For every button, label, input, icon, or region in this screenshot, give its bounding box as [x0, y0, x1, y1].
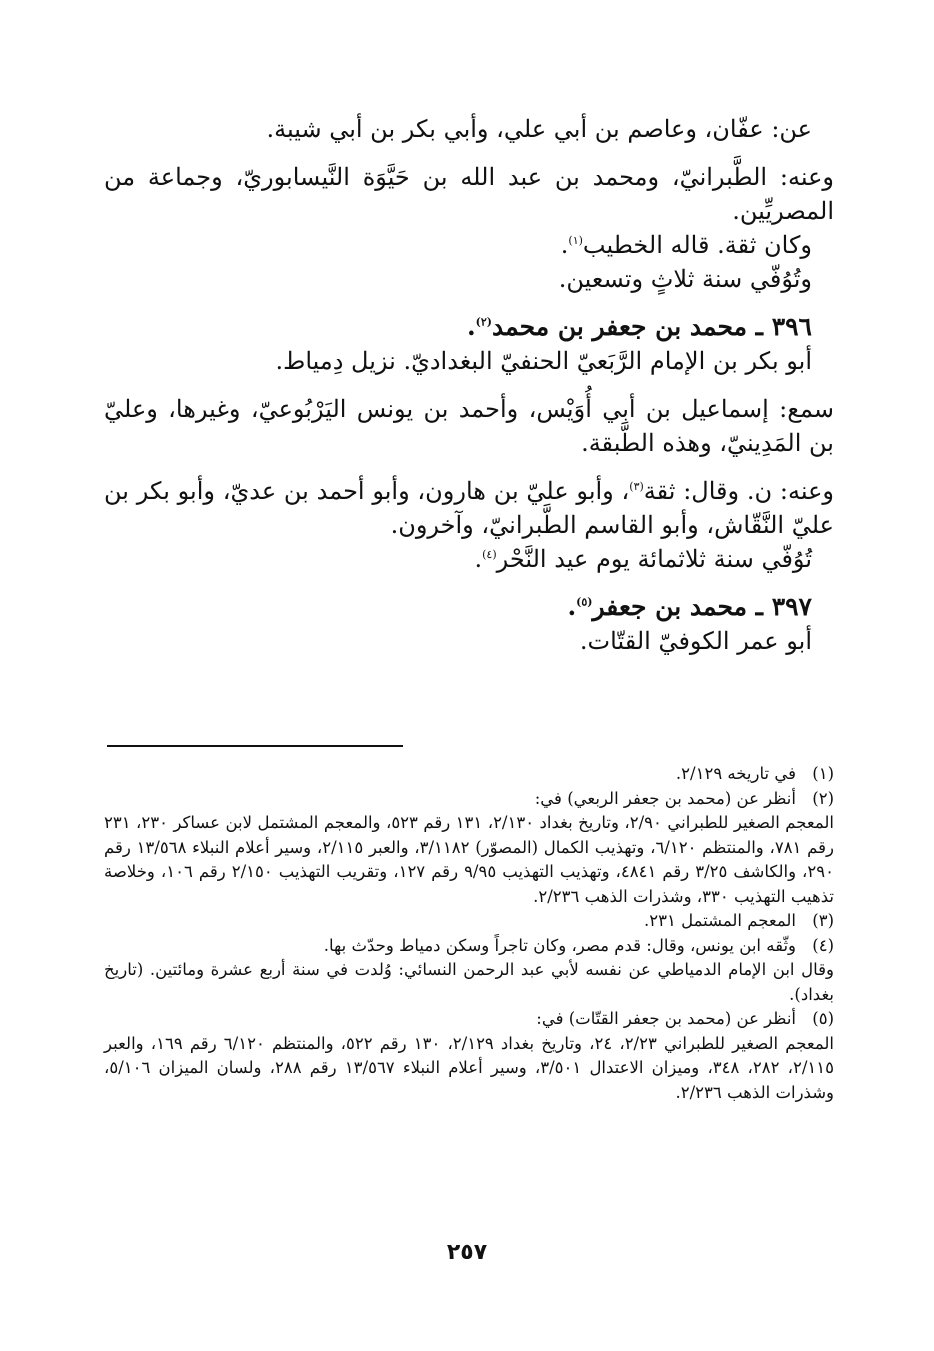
footnotes — [104, 762, 834, 1105]
footnote-marker: (٢) — [812, 788, 834, 808]
footnote-2-sources: المعجم الصغير للطبراني ٢/٩٠، وتاريخ بغداد ٢/١٣٠، ١٣١ رقم ٥٢٣، والمعجم المشتمل لابن عساكر ٢٣٠، ٢٣١ رقم ٧٨١، والمنتظم ٦/١٢٠، وتهذيب الكمال (المصوّر) ٣/١١٨٢، والعبر ٢/١١٥، وسير أعلام النبلاء ١٣/٥٦٨ رقم ٢٩٠، والكاشف ٣/٢٥ رقم ٤٨٤١، وتهذيب التهذيب ٩/٩٥ رقم ١٢٧، وتقريب التهذيب ٢/١٥٠ رقم ١٠٦، وخلاصة تذهيب التهذيب ٣٣٠، وشذرات الذهب ٢/٢٣٦. — [104, 813, 835, 906]
footnote-5-sources: المعجم الصغير للطبراني ٢/٢٣، ٢٤، وتاريخ بغداد ٢/١٢٩، ١٣٠ رقم ٥٢٢، والمنتظم ٦/١٢٠ رقم ١٦٩، والعبر ٢/١١٥، ٢٨٢، ٣٤٨، وميزان الاعتدال ٣/٥٠١، وسير أعلام النبلاء ١٣/٥٦٧ رقم ٢٨٨، ولسان الميزان ٥/١٠٦، وشذرات الذهب ٢/٢٣٦. — [104, 1033, 835, 1102]
footnote-marker: (٥) — [812, 1009, 834, 1028]
paragraph-kunya-397: أبو عمر الكوفيّ القتّات. — [579, 627, 812, 655]
paragraph-death: وتُوُفّي سنة ثلاثٍ وتسعين. — [558, 265, 812, 293]
footnote-divider — [107, 745, 403, 747]
footnote-marker: (٣) — [812, 911, 834, 930]
entry-heading-397: ٣٩٧ ـ محمد بن جعفر$^{(٥)}$. — [567, 592, 812, 621]
footnote-ref-4: (٤) — [482, 548, 497, 561]
footnote-2: (٢) أنظر عن (محمد بن جعفر الربعي) في: — [104, 787, 834, 812]
footnote-5: (٥) أنظر عن (محمد بن جعفر القتّات) في: — [104, 1007, 834, 1032]
footnote-ref-2: (٢) — [475, 315, 493, 329]
paragraph-narrated-from: عن: عفّان، وعاصم بن أبي علي، وأبي بكر بن أبي شيبة. — [266, 115, 812, 143]
paragraph-narrators-396: وعنه: ن. وقال: ثقة$^{(٣)}$، وأبو عليّ بن هارون، وأبو أحمد بن عديّ، وأبو بكر بن عليّ النَّقّاش، وأبو القاسم الطَّبرانيّ، وآخرون. — [104, 477, 834, 539]
paragraph-death-396: تُوُفّي سنة ثلاثمائة يوم عيد النَّحْر$^{(٤)}$. — [474, 545, 812, 573]
page-number: ٢٥٧ — [446, 1240, 488, 1265]
main-text — [104, 112, 834, 658]
paragraph-heard-from-396: سمع: إسماعيل بن أبي أُوَيْس، وأحمد بن يونس اليَرْبُوعيّ، وغيرها، وعليّ بن المَدِينيّ، وهذه الطَّبقة. — [104, 395, 834, 457]
footnote-marker: (٤) — [812, 935, 834, 955]
entry-heading-396: ٣٩٦ ـ محمد بن جعفر بن محمد$^{(٢)}$. — [466, 312, 812, 341]
footnote-1: (١) في تاريخه ٢/١٢٩. — [104, 762, 834, 787]
footnote-4-continued: وقال ابن الإمام الدمياطي عن نفسه لأبي عبد الرحمن النسائي: وُلدت في سنة أربع عشرة ومائتين. (تاريخ بغداد). — [104, 960, 834, 1004]
footnote-marker: (١) — [812, 764, 834, 783]
paragraph-kunya-396: أبو بكر بن الإمام الرَّبَعيّ الحنفيّ البغداديّ. نزيل دِمياط. — [275, 347, 812, 375]
paragraph-reliability: وكان ثقة. قاله الخطيب$^{(١)}$. — [560, 231, 812, 259]
footnote-ref-5: (٥) — [576, 595, 593, 609]
paragraph-narrators: وعنه: الطَّبرانيّ، ومحمد بن عبد الله بن حَيَّوَة النَّيسابوريّ، وجماعة من المصريِّين. — [104, 163, 834, 225]
footnote-ref-3: (٣) — [629, 480, 644, 493]
footnote-ref-1: (١) — [568, 234, 583, 247]
footnote-4: (٤) وثّقه ابن يونس، وقال: قدم مصر، وكان تاجراً وسكن دمياط وحدّث بها. — [104, 934, 834, 959]
footnote-3: (٣) المعجم المشتمل ٢٣١. — [104, 909, 834, 934]
